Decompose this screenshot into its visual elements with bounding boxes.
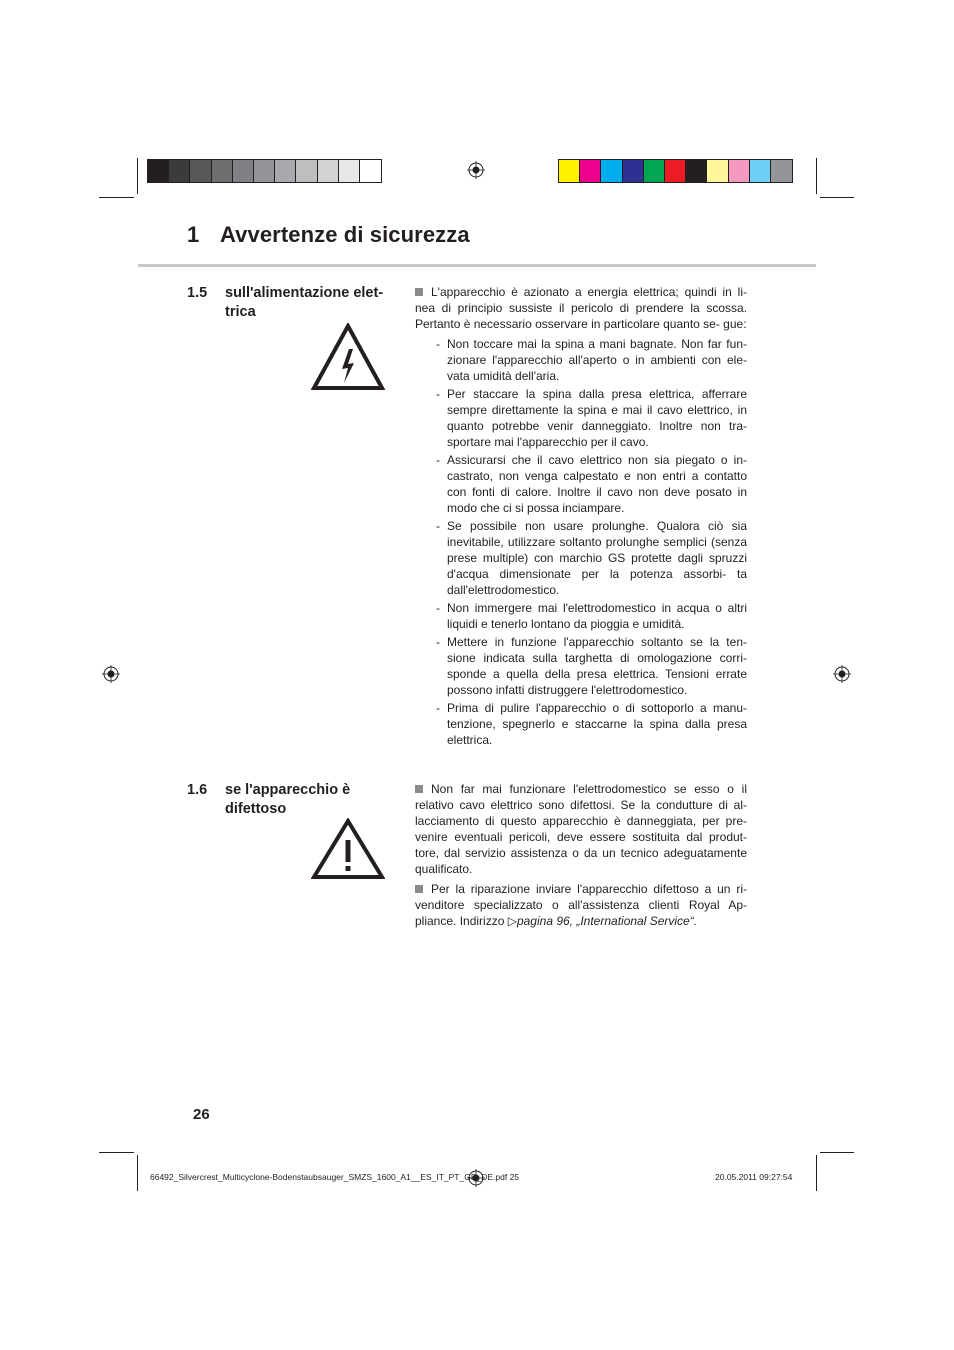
section-number: 1.6 xyxy=(187,782,208,798)
color-swatch xyxy=(771,160,792,182)
crop-mark xyxy=(820,1152,854,1153)
list-item: - Assicurarsi che il cavo elettrico non sia piegato o in- castrato, non venga calpestato e non entri a contatto con fonti di calore. Inoltre il cavo non deve posato in modo che ci si possa inciampare. xyxy=(415,452,747,516)
gray-swatch xyxy=(233,160,254,182)
bullet-square-icon xyxy=(415,885,423,893)
color-swatch xyxy=(750,160,771,182)
register-mark-icon xyxy=(102,665,120,683)
color-swatch xyxy=(580,160,601,182)
grayscale-bar xyxy=(147,159,382,183)
section-body xyxy=(415,284,747,750)
crop-mark xyxy=(137,158,138,194)
color-swatch xyxy=(644,160,665,182)
chapter-heading xyxy=(187,222,470,248)
register-mark-icon xyxy=(467,161,485,179)
heading-rule xyxy=(138,264,816,267)
color-swatch xyxy=(729,160,750,182)
paragraph-text: Non far mai funzionare l'elettrodomestico se esso o il relativo cavo elettrico sono difettosi. Se la condutture di al- lacciamento di questo apparecchio è danneggiata, per pre- venire eventuali pericoli, deve essere sostituita dal produt- tore, dal servizio assistenza o da un tecnico adeguatamente qualificato. xyxy=(415,782,747,876)
paragraph xyxy=(415,284,747,332)
bullet-square-icon xyxy=(415,288,423,296)
paragraph xyxy=(415,881,747,929)
intro-text: L'apparecchio è azionato a energia elettrica; quindi in li- nea di principio sussiste il pericolo di prendere la scossa. Pertanto è necessario osservare in particolare quanto se- gue: xyxy=(415,285,747,331)
page-number: 26 xyxy=(193,1106,210,1123)
register-mark-icon xyxy=(833,665,851,683)
bullet-square-icon xyxy=(415,785,423,793)
gray-swatch xyxy=(339,160,360,182)
paragraph-text: Per la riparazione inviare l'apparecchio difettoso a un ri- venditore specializzato o all'assistenza clienti Royal Ap- pliance. Indirizzo xyxy=(415,882,747,928)
section-number: 1.5 xyxy=(187,285,208,301)
gray-swatch xyxy=(148,160,169,182)
list-item: - Mettere in funzione l'apparecchio soltanto se la ten- sione indicata sulla targhetta di omologazione corri- sponde a quella della presa elettrica. Tensioni errate possono infatti distruggere l'elettrodomestico. xyxy=(415,634,747,698)
gray-swatch xyxy=(296,160,317,182)
list-item: - Non toccare mai la spina a mani bagnate. Non far fun- zionare l'apparecchio all'aperto o in ambienti con ele- vata umidità dell'aria. xyxy=(415,336,747,384)
list-item: - Per staccare la spina dalla presa elettrica, afferrare sempre direttamente la spina e mai il cavo elettrico, in quanto potrebbe venir danneggiato. Inoltre non tra- sportare mai l'apparecchio per il cavo. xyxy=(415,386,747,450)
crop-mark xyxy=(816,1155,817,1191)
arrow-right-icon: ▷ xyxy=(507,914,517,928)
footer-timestamp: 20.05.2011 09:27:54 xyxy=(715,1172,793,1182)
gray-swatch xyxy=(275,160,296,182)
list-item: - Non immergere mai l'elettrodomestico in acqua o altri liquidi e tenerlo lontano da pioggia e umidità. xyxy=(415,600,747,632)
crop-mark xyxy=(816,158,817,194)
chapter-title: Avvertenze di sicurezza xyxy=(220,222,470,247)
warning-icon xyxy=(311,818,385,880)
footer-filename: 66492_Silvercrest_Multicyclone-Bodenstaubsauger_SMZS_1600_A1__ES_IT_PT_GB_DE.pdf 25 xyxy=(150,1172,520,1182)
list-item: - Prima di pulire l'apparecchio o di sottoporlo a manu- tenzione, spegnerlo e staccarne la spina dalla presa elettrica. xyxy=(415,700,747,748)
paragraph xyxy=(415,781,747,877)
electric-hazard-icon xyxy=(311,323,385,391)
crop-mark xyxy=(137,1155,138,1191)
page-reference-link[interactable]: pagina 96, „International Service“. xyxy=(516,914,698,928)
color-swatch xyxy=(686,160,707,182)
color-bar xyxy=(558,159,793,183)
color-swatch xyxy=(665,160,686,182)
gray-swatch xyxy=(360,160,381,182)
gray-swatch xyxy=(318,160,339,182)
section-title: se l'apparecchio è difettoso xyxy=(225,782,351,817)
instruction-list xyxy=(415,336,747,748)
color-swatch xyxy=(707,160,728,182)
gray-swatch xyxy=(254,160,275,182)
color-swatch xyxy=(559,160,580,182)
crop-mark xyxy=(99,197,134,198)
color-swatch xyxy=(623,160,644,182)
gray-swatch xyxy=(190,160,211,182)
crop-mark xyxy=(820,197,854,198)
section-body xyxy=(415,781,747,929)
gray-swatch xyxy=(169,160,190,182)
section-title: sull'alimentazione elet- trica xyxy=(225,285,384,320)
color-swatch xyxy=(601,160,622,182)
gray-swatch xyxy=(212,160,233,182)
chapter-number: 1 xyxy=(187,222,200,247)
crop-mark xyxy=(99,1152,134,1153)
list-item: - Se possibile non usare prolunghe. Qualora ciò sia inevitabile, utilizzare soltanto prolunghe semplici (senza prese multiple) con marchio GS protette dagli spruzzi d'acqua dimensionate per la potenza assorbi- ta dall'elettrodomestico. xyxy=(415,518,747,598)
